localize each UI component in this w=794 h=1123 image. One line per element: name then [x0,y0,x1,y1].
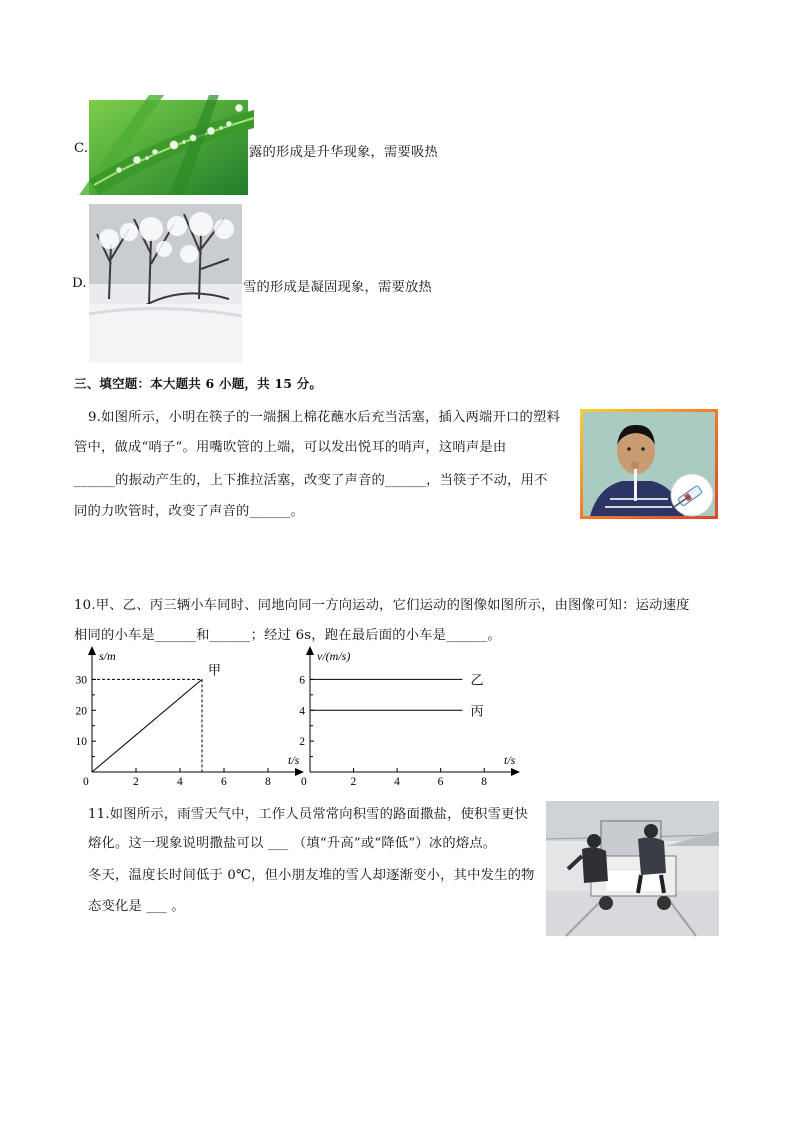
x-tick-label: 4 [177,776,183,788]
y-tick-label: 10 [75,736,87,749]
x-tick-label: 6 [221,776,227,788]
y-axis-arrow [88,646,96,655]
y-axis-arrow [306,646,314,655]
option-d-text: 雪的形成是凝固现象，需要放热 [243,280,432,295]
x-tick-label: 0 [83,776,89,788]
option-c-text: 露的形成是升华现象，需要吸热 [249,145,438,160]
x-tick-label: 2 [133,776,139,788]
series-label: 丙 [470,703,484,719]
y-tick-label: 20 [75,705,87,718]
q10-line-1: 10.甲、乙、丙三辆小车同时、同地向同一方向运动，它们运动的图像如图所示，由图像可知：运动速度 [74,598,690,613]
snowy-trees-photo [89,204,242,363]
s-t-chart [62,648,300,790]
q11-line-1: 11.如图所示，雨雪天气中，工作人员常常向积雪的路面撒盐，使积雪更快 [88,807,529,822]
x-tick-label: 8 [481,776,487,788]
y-tick-label: 4 [299,705,305,718]
q11-line-4: 态变化是 ___ 。 [88,899,185,914]
option-c-label: C. [74,141,89,156]
x-axis-label: t/s [288,753,300,767]
y-tick-label: 30 [75,674,87,687]
y-axis-label: s/m [99,649,116,663]
section-3-heading: 三、填空题：本大题共 6 小题，共 15 分。 [74,376,323,391]
series-label: 甲 [208,662,222,678]
x-tick-label: 8 [265,776,271,788]
y-axis-label: v/(m/s) [317,649,351,663]
series-label: 乙 [470,672,484,688]
x-tick-label: 6 [437,776,444,788]
q10-line-2: 相同的小车是______和______；经过 6s，跑在最后面的小车是______。 [74,628,501,643]
v-t-chart [282,648,517,790]
v-t-chart-plot [299,646,520,788]
salt-spreading-photo [546,801,719,936]
dew-on-grass-photo [89,100,248,195]
s-t-chart-plot [76,646,305,788]
q9-line-1: 9.如图所示，小明在筷子的一端捆上棉花蘸水后充当活塞，插入两端开口的塑料 [88,410,560,425]
x-tick-label: 0 [301,776,307,788]
q9-line-3: ______的振动产生的，上下推拉活塞，改变了声音的______，当筷子不动，用不 [74,473,548,488]
x-tick-label: 2 [350,776,357,788]
q11-line-3: 冬天，温度长时间低于 0℃，但小朋友堆的雪人却逐渐变小，其中发生的物 [88,868,535,883]
series-line [92,679,202,772]
q9-line-4: 同的力吹管时，改变了声音的______。 [74,504,305,519]
y-tick-label: 6 [299,674,305,687]
q9-line-2: 管中，做成“哨子”。用嘴吹管的上端，可以发出悦耳的哨声，这哨声是由 [74,440,507,455]
x-axis-arrow [511,768,520,776]
y-tick-label: 2 [299,736,305,749]
q11-line-2: 熔化。这一现象说明撒盐可以 ___ （填“升高”或“降低”）冰的熔点。 [88,836,497,851]
x-axis-label: t/s [504,753,516,767]
option-d-label: D. [72,276,87,291]
boy-whistle-photo [580,409,718,519]
x-tick-label: 4 [394,776,400,788]
